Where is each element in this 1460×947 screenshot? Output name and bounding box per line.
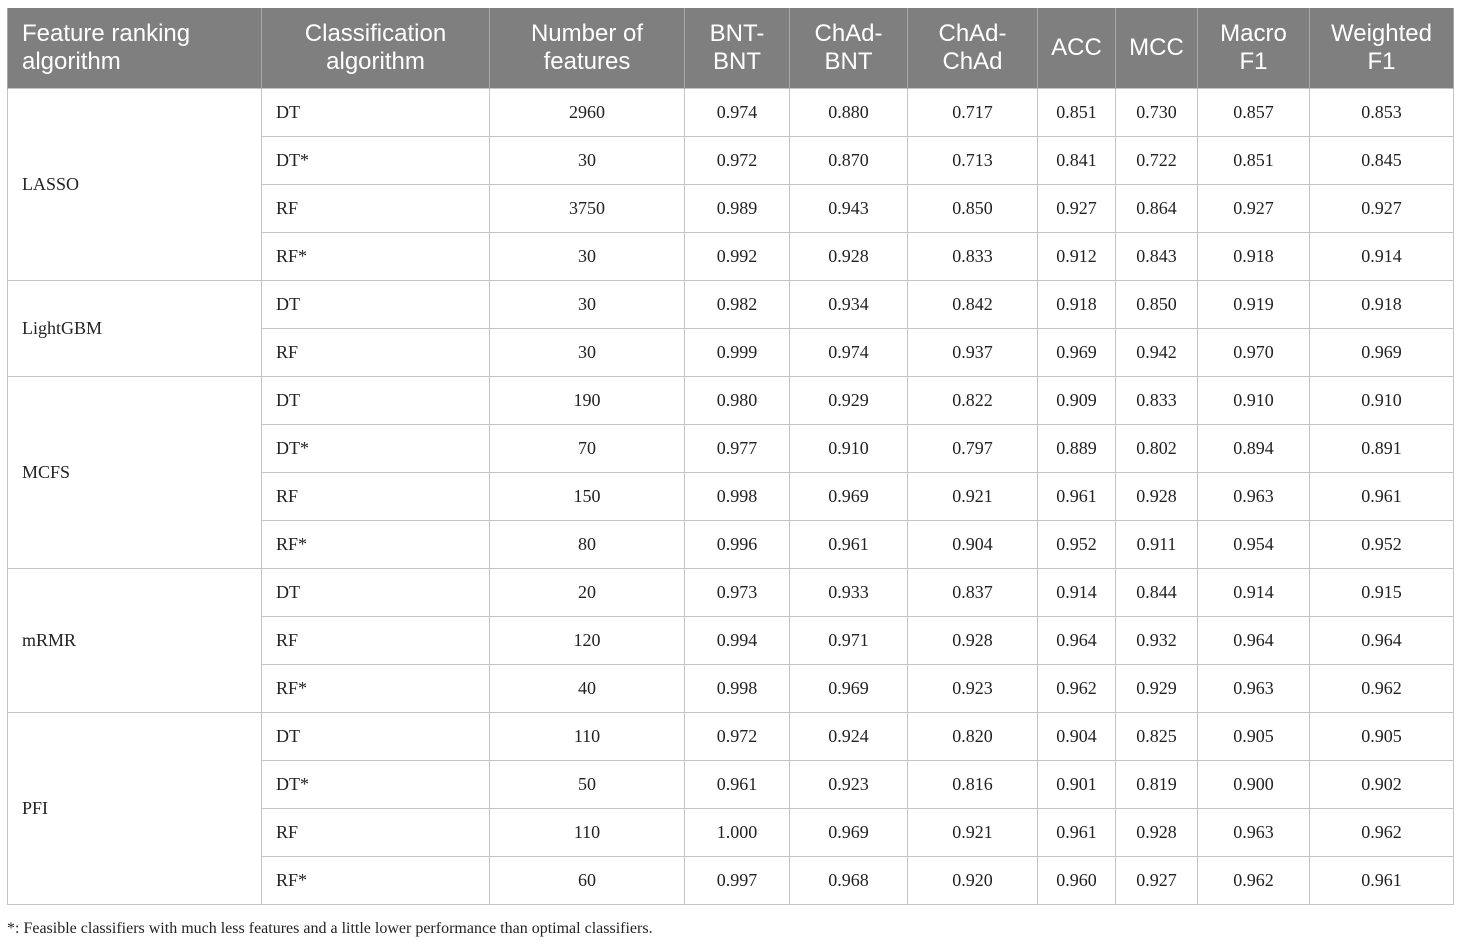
chad-chad-cell: 0.713 bbox=[908, 137, 1038, 185]
macro-f1-cell: 0.894 bbox=[1198, 425, 1310, 473]
bnt-bnt-cell: 0.998 bbox=[685, 473, 790, 521]
num-features-cell: 3750 bbox=[490, 185, 685, 233]
macro-f1-cell: 0.964 bbox=[1198, 617, 1310, 665]
header-chad-bnt: ChAd-BNT bbox=[790, 8, 908, 89]
num-features-cell: 70 bbox=[490, 425, 685, 473]
chad-bnt-cell: 0.929 bbox=[790, 377, 908, 425]
chad-bnt-cell: 0.969 bbox=[790, 665, 908, 713]
acc-cell: 0.904 bbox=[1038, 713, 1116, 761]
macro-f1-cell: 0.914 bbox=[1198, 569, 1310, 617]
macro-f1-cell: 0.927 bbox=[1198, 185, 1310, 233]
acc-cell: 0.889 bbox=[1038, 425, 1116, 473]
acc-cell: 0.927 bbox=[1038, 185, 1116, 233]
header-row bbox=[8, 8, 1454, 89]
classification-cell: RF* bbox=[262, 857, 490, 905]
num-features-cell: 110 bbox=[490, 809, 685, 857]
weighted-f1-cell: 0.905 bbox=[1310, 713, 1454, 761]
num-features-cell: 20 bbox=[490, 569, 685, 617]
bnt-bnt-cell: 0.992 bbox=[685, 233, 790, 281]
mcc-cell: 0.819 bbox=[1116, 761, 1198, 809]
chad-bnt-cell: 0.974 bbox=[790, 329, 908, 377]
acc-cell: 0.841 bbox=[1038, 137, 1116, 185]
chad-bnt-cell: 0.961 bbox=[790, 521, 908, 569]
mcc-cell: 0.929 bbox=[1116, 665, 1198, 713]
weighted-f1-cell: 0.914 bbox=[1310, 233, 1454, 281]
mcc-cell: 0.833 bbox=[1116, 377, 1198, 425]
header-bnt-bnt: BNT-BNT bbox=[685, 8, 790, 89]
num-features-cell: 80 bbox=[490, 521, 685, 569]
chad-chad-cell: 0.822 bbox=[908, 377, 1038, 425]
bnt-bnt-cell: 0.996 bbox=[685, 521, 790, 569]
acc-cell: 0.901 bbox=[1038, 761, 1116, 809]
bnt-bnt-cell: 0.998 bbox=[685, 665, 790, 713]
weighted-f1-cell: 0.927 bbox=[1310, 185, 1454, 233]
mcc-cell: 0.911 bbox=[1116, 521, 1198, 569]
weighted-f1-cell: 0.845 bbox=[1310, 137, 1454, 185]
feature-ranking-cell: PFI bbox=[8, 713, 262, 905]
header-chad-chad: ChAd-ChAd bbox=[908, 8, 1038, 89]
weighted-f1-cell: 0.918 bbox=[1310, 281, 1454, 329]
bnt-bnt-cell: 0.994 bbox=[685, 617, 790, 665]
chad-chad-cell: 0.904 bbox=[908, 521, 1038, 569]
table-row bbox=[8, 713, 1454, 761]
weighted-f1-cell: 0.969 bbox=[1310, 329, 1454, 377]
bnt-bnt-cell: 0.999 bbox=[685, 329, 790, 377]
header-macro-f1: Macro F1 bbox=[1198, 8, 1310, 89]
macro-f1-cell: 0.919 bbox=[1198, 281, 1310, 329]
num-features-cell: 30 bbox=[490, 233, 685, 281]
header-feature-ranking: Feature ranking algorithm bbox=[8, 8, 262, 89]
chad-chad-cell: 0.850 bbox=[908, 185, 1038, 233]
chad-chad-cell: 0.816 bbox=[908, 761, 1038, 809]
classification-cell: RF bbox=[262, 617, 490, 665]
footnote: *: Feasible classifiers with much less features and a little lower performance than optimal classifiers. bbox=[7, 920, 653, 937]
num-features-cell: 50 bbox=[490, 761, 685, 809]
header-acc: ACC bbox=[1038, 8, 1116, 89]
mcc-cell: 0.722 bbox=[1116, 137, 1198, 185]
classification-cell: RF* bbox=[262, 233, 490, 281]
bnt-bnt-cell: 0.989 bbox=[685, 185, 790, 233]
chad-bnt-cell: 0.870 bbox=[790, 137, 908, 185]
acc-cell: 0.918 bbox=[1038, 281, 1116, 329]
mcc-cell: 0.825 bbox=[1116, 713, 1198, 761]
num-features-cell: 30 bbox=[490, 281, 685, 329]
mcc-cell: 0.928 bbox=[1116, 473, 1198, 521]
header-num-features: Number of features bbox=[490, 8, 685, 89]
acc-cell: 0.964 bbox=[1038, 617, 1116, 665]
acc-cell: 0.961 bbox=[1038, 809, 1116, 857]
mcc-cell: 0.844 bbox=[1116, 569, 1198, 617]
chad-bnt-cell: 0.880 bbox=[790, 89, 908, 137]
macro-f1-cell: 0.963 bbox=[1198, 473, 1310, 521]
num-features-cell: 30 bbox=[490, 329, 685, 377]
macro-f1-cell: 0.962 bbox=[1198, 857, 1310, 905]
chad-chad-cell: 0.797 bbox=[908, 425, 1038, 473]
classification-cell: DT bbox=[262, 281, 490, 329]
bnt-bnt-cell: 0.982 bbox=[685, 281, 790, 329]
chad-bnt-cell: 0.933 bbox=[790, 569, 908, 617]
bnt-bnt-cell: 0.972 bbox=[685, 713, 790, 761]
acc-cell: 0.969 bbox=[1038, 329, 1116, 377]
chad-bnt-cell: 0.969 bbox=[790, 809, 908, 857]
mcc-cell: 0.850 bbox=[1116, 281, 1198, 329]
macro-f1-cell: 0.900 bbox=[1198, 761, 1310, 809]
mcc-cell: 0.928 bbox=[1116, 809, 1198, 857]
weighted-f1-cell: 0.962 bbox=[1310, 665, 1454, 713]
chad-chad-cell: 0.837 bbox=[908, 569, 1038, 617]
chad-chad-cell: 0.921 bbox=[908, 473, 1038, 521]
bnt-bnt-cell: 0.973 bbox=[685, 569, 790, 617]
chad-chad-cell: 0.921 bbox=[908, 809, 1038, 857]
acc-cell: 0.914 bbox=[1038, 569, 1116, 617]
num-features-cell: 60 bbox=[490, 857, 685, 905]
weighted-f1-cell: 0.961 bbox=[1310, 473, 1454, 521]
chad-bnt-cell: 0.923 bbox=[790, 761, 908, 809]
mcc-cell: 0.942 bbox=[1116, 329, 1198, 377]
acc-cell: 0.912 bbox=[1038, 233, 1116, 281]
classification-cell: DT* bbox=[262, 137, 490, 185]
bnt-bnt-cell: 0.972 bbox=[685, 137, 790, 185]
chad-bnt-cell: 0.934 bbox=[790, 281, 908, 329]
chad-chad-cell: 0.842 bbox=[908, 281, 1038, 329]
chad-bnt-cell: 0.928 bbox=[790, 233, 908, 281]
header-classification: Classification algorithm bbox=[262, 8, 490, 89]
classification-cell: DT bbox=[262, 89, 490, 137]
acc-cell: 0.909 bbox=[1038, 377, 1116, 425]
classification-cell: RF* bbox=[262, 665, 490, 713]
bnt-bnt-cell: 0.980 bbox=[685, 377, 790, 425]
header-mcc: MCC bbox=[1116, 8, 1198, 89]
macro-f1-cell: 0.963 bbox=[1198, 665, 1310, 713]
acc-cell: 0.952 bbox=[1038, 521, 1116, 569]
results-table bbox=[7, 8, 1454, 905]
table-row bbox=[8, 569, 1454, 617]
feature-ranking-cell: LASSO bbox=[8, 89, 262, 281]
acc-cell: 0.960 bbox=[1038, 857, 1116, 905]
chad-bnt-cell: 0.971 bbox=[790, 617, 908, 665]
weighted-f1-cell: 0.910 bbox=[1310, 377, 1454, 425]
mcc-cell: 0.730 bbox=[1116, 89, 1198, 137]
weighted-f1-cell: 0.962 bbox=[1310, 809, 1454, 857]
mcc-cell: 0.843 bbox=[1116, 233, 1198, 281]
mcc-cell: 0.932 bbox=[1116, 617, 1198, 665]
macro-f1-cell: 0.970 bbox=[1198, 329, 1310, 377]
table-row bbox=[8, 281, 1454, 329]
num-features-cell: 120 bbox=[490, 617, 685, 665]
macro-f1-cell: 0.857 bbox=[1198, 89, 1310, 137]
num-features-cell: 110 bbox=[490, 713, 685, 761]
mcc-cell: 0.864 bbox=[1116, 185, 1198, 233]
weighted-f1-cell: 0.915 bbox=[1310, 569, 1454, 617]
classification-cell: RF bbox=[262, 185, 490, 233]
chad-chad-cell: 0.923 bbox=[908, 665, 1038, 713]
header-weighted-f1: Weighted F1 bbox=[1310, 8, 1454, 89]
classification-cell: DT bbox=[262, 569, 490, 617]
macro-f1-cell: 0.918 bbox=[1198, 233, 1310, 281]
num-features-cell: 30 bbox=[490, 137, 685, 185]
num-features-cell: 40 bbox=[490, 665, 685, 713]
chad-chad-cell: 0.928 bbox=[908, 617, 1038, 665]
feature-ranking-cell: MCFS bbox=[8, 377, 262, 569]
bnt-bnt-cell: 1.000 bbox=[685, 809, 790, 857]
bnt-bnt-cell: 0.997 bbox=[685, 857, 790, 905]
chad-chad-cell: 0.717 bbox=[908, 89, 1038, 137]
chad-chad-cell: 0.937 bbox=[908, 329, 1038, 377]
table-row bbox=[8, 89, 1454, 137]
classification-cell: RF* bbox=[262, 521, 490, 569]
num-features-cell: 190 bbox=[490, 377, 685, 425]
macro-f1-cell: 0.910 bbox=[1198, 377, 1310, 425]
macro-f1-cell: 0.954 bbox=[1198, 521, 1310, 569]
chad-chad-cell: 0.833 bbox=[908, 233, 1038, 281]
classification-cell: RF bbox=[262, 329, 490, 377]
table-body bbox=[8, 89, 1454, 905]
chad-chad-cell: 0.820 bbox=[908, 713, 1038, 761]
chad-bnt-cell: 0.924 bbox=[790, 713, 908, 761]
macro-f1-cell: 0.905 bbox=[1198, 713, 1310, 761]
chad-bnt-cell: 0.943 bbox=[790, 185, 908, 233]
mcc-cell: 0.802 bbox=[1116, 425, 1198, 473]
bnt-bnt-cell: 0.977 bbox=[685, 425, 790, 473]
weighted-f1-cell: 0.853 bbox=[1310, 89, 1454, 137]
weighted-f1-cell: 0.902 bbox=[1310, 761, 1454, 809]
weighted-f1-cell: 0.961 bbox=[1310, 857, 1454, 905]
num-features-cell: 2960 bbox=[490, 89, 685, 137]
acc-cell: 0.962 bbox=[1038, 665, 1116, 713]
table-row bbox=[8, 377, 1454, 425]
num-features-cell: 150 bbox=[490, 473, 685, 521]
classification-cell: DT* bbox=[262, 425, 490, 473]
macro-f1-cell: 0.963 bbox=[1198, 809, 1310, 857]
feature-ranking-cell: mRMR bbox=[8, 569, 262, 713]
classification-cell: RF bbox=[262, 809, 490, 857]
classification-cell: DT bbox=[262, 377, 490, 425]
bnt-bnt-cell: 0.974 bbox=[685, 89, 790, 137]
classification-cell: DT* bbox=[262, 761, 490, 809]
weighted-f1-cell: 0.891 bbox=[1310, 425, 1454, 473]
acc-cell: 0.961 bbox=[1038, 473, 1116, 521]
classification-cell: DT bbox=[262, 713, 490, 761]
chad-chad-cell: 0.920 bbox=[908, 857, 1038, 905]
chad-bnt-cell: 0.968 bbox=[790, 857, 908, 905]
chad-bnt-cell: 0.969 bbox=[790, 473, 908, 521]
bnt-bnt-cell: 0.961 bbox=[685, 761, 790, 809]
acc-cell: 0.851 bbox=[1038, 89, 1116, 137]
classification-cell: RF bbox=[262, 473, 490, 521]
mcc-cell: 0.927 bbox=[1116, 857, 1198, 905]
weighted-f1-cell: 0.964 bbox=[1310, 617, 1454, 665]
chad-bnt-cell: 0.910 bbox=[790, 425, 908, 473]
feature-ranking-cell: LightGBM bbox=[8, 281, 262, 377]
macro-f1-cell: 0.851 bbox=[1198, 137, 1310, 185]
weighted-f1-cell: 0.952 bbox=[1310, 521, 1454, 569]
